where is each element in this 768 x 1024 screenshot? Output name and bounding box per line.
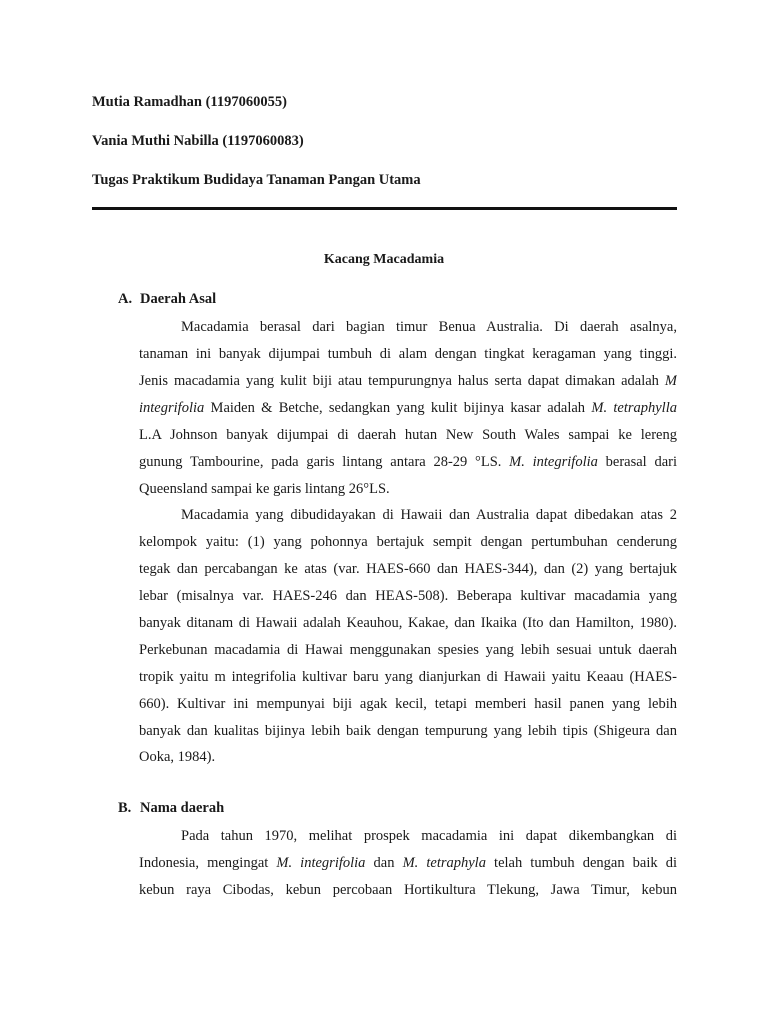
section-b-title: Nama daerah bbox=[140, 800, 225, 816]
a-p2-line-5: banyak ditanam di Hawaii adalah Keauhou, Kakae, dan Ikaika (Ito dan Hamilton, 1980). bbox=[139, 615, 677, 631]
a-p1-line-7: Queensland sampai ke garis lintang 26°LS. bbox=[139, 481, 390, 497]
section-a-heading bbox=[118, 291, 216, 308]
author-2: Vania Muthi Nabilla (1197060083) bbox=[92, 133, 304, 149]
a-p2-line-3: tegak dan percabangan ke atas (var. HAES-660 dan HAES-344), dan (2) yang bertajuk bbox=[139, 561, 677, 577]
document-title: Kacang Macadamia bbox=[323, 252, 445, 267]
section-a-title: Daerah Asal bbox=[140, 291, 217, 307]
section-b-heading bbox=[118, 800, 224, 817]
b-p1-line-2: Indonesia, mengingat M. integrifolia dan M. tetraphyla telah tumbuh dengan baik di bbox=[139, 855, 677, 871]
b-p1-line-3: kebun raya Cibodas, kebun percobaan Hortikultura Tlekung, Jawa Timur, kebun bbox=[139, 882, 677, 898]
a-p2-line-7: tropik yaitu m integrifolia kultivar baru yang dianjurkan di Hawaii yaitu Keaau (HAES- bbox=[139, 669, 677, 685]
a-p2-line-9: banyak dan kualitas bijinya lebih baik dengan tempurung yang lebih tipis (Shigeura dan bbox=[139, 723, 677, 739]
b-p1-line-1: Pada tahun 1970, melihat prospek macadamia ini dapat dikembangkan di bbox=[181, 828, 677, 844]
a-p2-line-10: Ooka, 1984). bbox=[139, 749, 216, 765]
a-p1-line-5: L.A Johnson banyak dijumpai di daerah hutan New South Wales sampai ke lereng bbox=[139, 427, 677, 443]
section-a-letter: A. bbox=[118, 291, 133, 307]
a-p2-line-4: lebar (misalnya var. HAES-246 dan HEAS-508). Beberapa kultivar macadamia yang bbox=[139, 588, 677, 604]
assignment-title: Tugas Praktikum Budidaya Tanaman Pangan Utama bbox=[92, 172, 421, 188]
a-p2-line-1: Macadamia yang dibudidayakan di Hawaii dan Australia dapat dibedakan atas 2 bbox=[181, 507, 677, 523]
a-p1-line-3: Jenis macadamia yang kulit biji atau tempurungnya halus serta dapat dimakan adalah M bbox=[139, 373, 677, 389]
author-1: Mutia Ramadhan (1197060055) bbox=[92, 94, 287, 110]
a-p2-line-6: Perkebunan macadamia di Hawai menggunakan spesies yang lebih sesuai untuk daerah bbox=[139, 642, 677, 658]
a-p1-line-6: gunung Tambourine, pada garis lintang antara 28-29 °LS. M. integrifolia berasal dari bbox=[139, 454, 677, 470]
a-p2-line-8: 660). Kultivar ini mempunyai biji agak kecil, tetapi memberi hasil panen yang lebih bbox=[139, 696, 677, 712]
header-divider bbox=[92, 207, 677, 210]
section-b-letter: B. bbox=[118, 800, 132, 816]
a-p1-line-4: integrifolia Maiden & Betche, sedangkan yang kulit bijinya kasar adalah M. tetraphylla bbox=[139, 400, 677, 416]
a-p1-line-1: Macadamia berasal dari bagian timur Benua Australia. Di daerah asalnya, bbox=[181, 319, 677, 335]
a-p1-line-2: tanaman ini banyak dijumpai tumbuh di alam dengan tingkat keragaman yang tinggi. bbox=[139, 346, 677, 362]
a-p2-line-2: kelompok yaitu: (1) yang pohonnya bertajuk sempit dengan pertumbuhan cenderung bbox=[139, 534, 677, 550]
